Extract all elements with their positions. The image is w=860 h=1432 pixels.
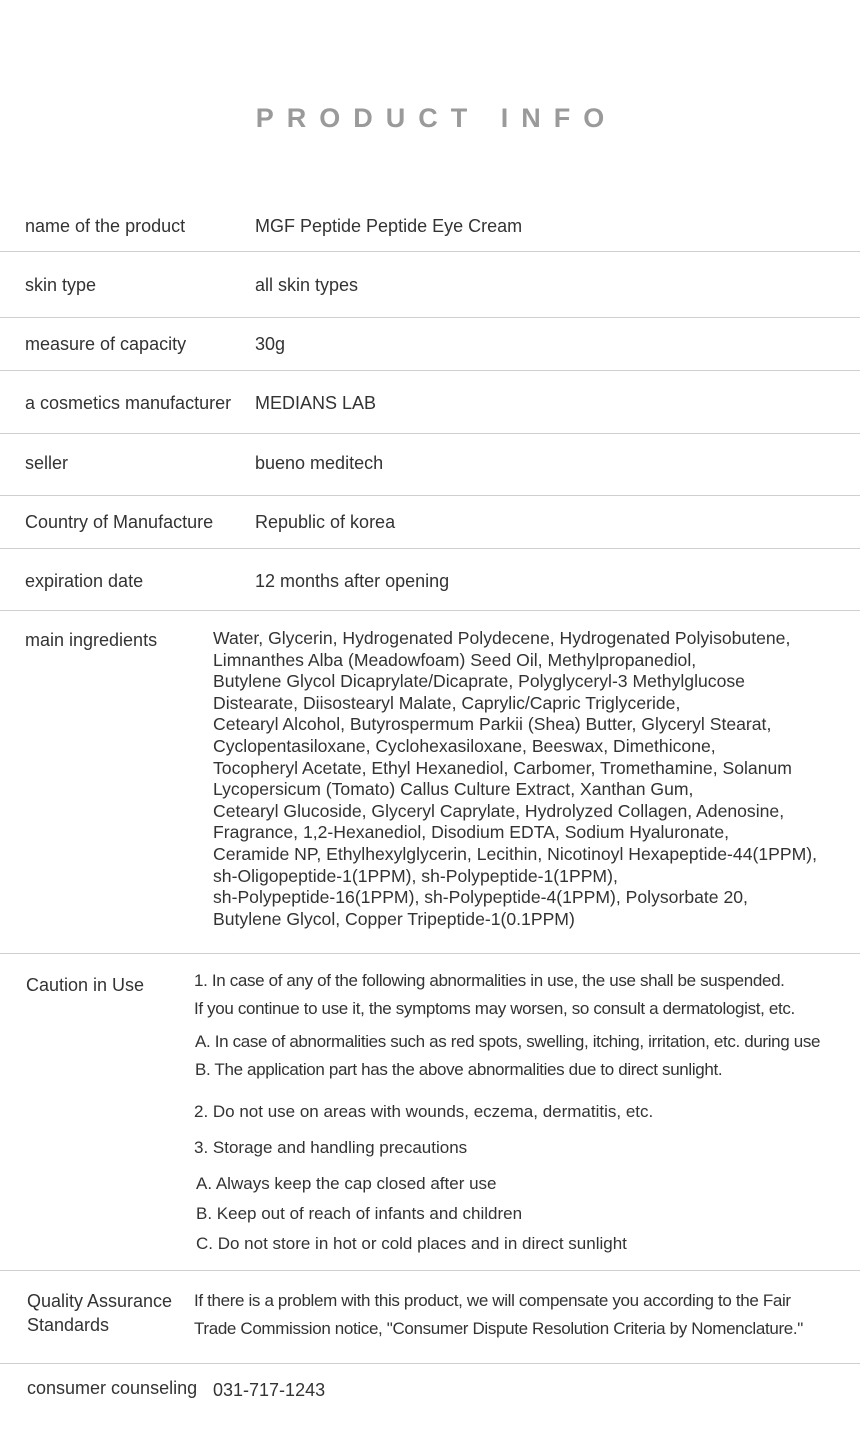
row-label: consumer counseling	[27, 1378, 198, 1398]
ingredient-line: Butylene Glycol, Copper Tripeptide-1(0.1PPM)	[213, 908, 575, 929]
caution-line: If you continue to use it, the symptoms may worsen, so consult a dermatologist, etc.	[194, 999, 795, 1018]
row-label: Standards	[27, 1315, 110, 1335]
ingredient-line: Tocopheryl Acetate, Ethyl Hexanediol, Carbomer, Tromethamine, Solanum	[213, 757, 792, 778]
row-value: MEDIANS LAB	[255, 393, 377, 413]
caution-line: A. Always keep the cap closed after use	[196, 1174, 497, 1193]
caution-line: C. Do not store in hot or cold places and in direct sunlight	[196, 1234, 627, 1253]
ingredient-line: Fragrance, 1,2-Hexanediol, Disodium EDTA, Sodium Hyaluronate,	[213, 822, 729, 843]
ingredient-line: Butylene Glycol Dicaprylate/Dicaprate, Polyglyceryl-3 Methylglucose	[213, 671, 745, 692]
ingredient-line: Lycopersicum (Tomato) Callus Culture Extract, Xanthan Gum,	[213, 779, 694, 800]
row-label: seller	[25, 453, 69, 473]
ingredient-line: Cetearyl Glucoside, Glyceryl Caprylate, Hydrolyzed Collagen, Adenosine,	[213, 800, 785, 821]
ingredient-line: Water, Glycerin, Hydrogenated Polydecene, Hydrogenated Polyisobutene,	[213, 628, 791, 648]
quality-text: If there is a problem with this product, we will compensate you according to the Fair	[194, 1291, 791, 1310]
caution-line: A. In case of abnormalities such as red spots, swelling, itching, irritation, etc. during use	[195, 1032, 821, 1051]
caution-line: 2. Do not use on areas with wounds, eczema, dermatitis, etc.	[194, 1102, 654, 1121]
row-value: Republic of korea	[255, 512, 396, 532]
caution-line: 3. Storage and handling precautions	[194, 1138, 468, 1157]
row-label: expiration date	[25, 571, 144, 591]
ingredient-line: Ceramide NP, Ethylhexylglycerin, Lecithin, Nicotinoyl Hexapeptide-44(1PPM),	[213, 843, 818, 864]
row-label: Quality Assurance	[27, 1291, 173, 1311]
row-label: name of the product	[25, 216, 186, 236]
row-label: measure of capacity	[25, 334, 187, 354]
row-label: skin type	[25, 275, 97, 295]
ingredient-line: Cetearyl Alcohol, Butyrospermum Parkii (Shea) Butter, Glyceryl Stearat,	[213, 714, 772, 735]
row-label: main ingredients	[25, 630, 158, 650]
row-value: all skin types	[255, 275, 359, 295]
row-value: bueno meditech	[255, 453, 384, 473]
ingredient-line: sh-Polypeptide-16(1PPM), sh-Polypeptide-4(1PPM), Polysorbate 20,	[213, 887, 748, 908]
row-value: 12 months after opening	[255, 571, 450, 591]
ingredient-line: Limnanthes Alba (Meadowfoam) Seed Oil, Methylpropanediol,	[213, 649, 697, 670]
caution-line: B. The application part has the above abnormalities due to direct sunlight.	[195, 1060, 723, 1079]
ingredient-line: sh-Oligopeptide-1(1PPM), sh-Polypeptide-1(1PPM),	[213, 865, 618, 886]
divider	[0, 1363, 860, 1364]
row-label: Country of Manufacture	[25, 512, 214, 532]
ingredient-line: Distearate, Diisostearyl Malate, Caprylic/Capric Triglyceride,	[213, 692, 681, 713]
page-title: PRODUCT INFO	[255, 103, 618, 133]
quality-text: Trade Commission notice, "Consumer Dispute Resolution Criteria by Nomenclature."	[194, 1319, 803, 1338]
caution-line: B. Keep out of reach of infants and children	[196, 1204, 523, 1223]
divider	[0, 1270, 860, 1271]
ingredient-line: Cyclopentasiloxane, Cyclohexasiloxane, Beeswax, Dimethicone,	[213, 735, 716, 756]
row-label: Caution in Use	[26, 975, 145, 995]
caution-line: 1. In case of any of the following abnormalities in use, the use shall be suspended.	[194, 971, 785, 990]
phone-number: 031-717-1243	[213, 1380, 326, 1400]
row-label: a cosmetics manufacturer	[25, 393, 232, 413]
row-value: MGF Peptide Peptide Eye Cream	[255, 216, 523, 236]
row-value: 30g	[255, 334, 286, 354]
